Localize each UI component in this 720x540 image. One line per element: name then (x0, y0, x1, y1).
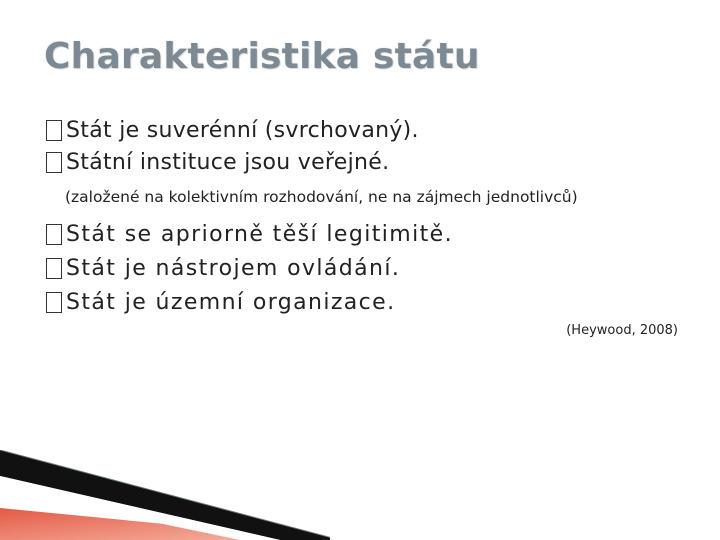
bullet-item (46, 150, 389, 175)
slide-title: Charakteristika státu (44, 36, 480, 77)
bullet-item (46, 118, 419, 143)
checkbox-bullet-icon (46, 292, 62, 313)
bullet-text: Státní instituce jsou veřejné. (66, 150, 390, 175)
citation: (Heywood, 2008) (566, 323, 678, 338)
bullet-text: Stát se apriorně těší legitimitě. (66, 222, 453, 247)
checkbox-bullet-icon (46, 152, 62, 173)
bullet-item (46, 290, 396, 315)
decorative-corner-stripes (0, 450, 330, 540)
checkbox-bullet-icon (46, 258, 62, 279)
checkbox-bullet-icon (46, 120, 62, 141)
bullet-text: Stát je nástrojem ovládání. (66, 256, 401, 281)
bullet-item (46, 256, 400, 281)
bullet-text: Stát je suverénní (svrchovaný). (66, 118, 419, 143)
checkbox-bullet-icon (46, 224, 62, 245)
bullet-item (46, 222, 453, 247)
note-text: (založené na kolektivním rozhodování, ne na zájmech jednotlivců) (65, 188, 578, 206)
bullet-text: Stát je územní organizace. (66, 290, 396, 315)
